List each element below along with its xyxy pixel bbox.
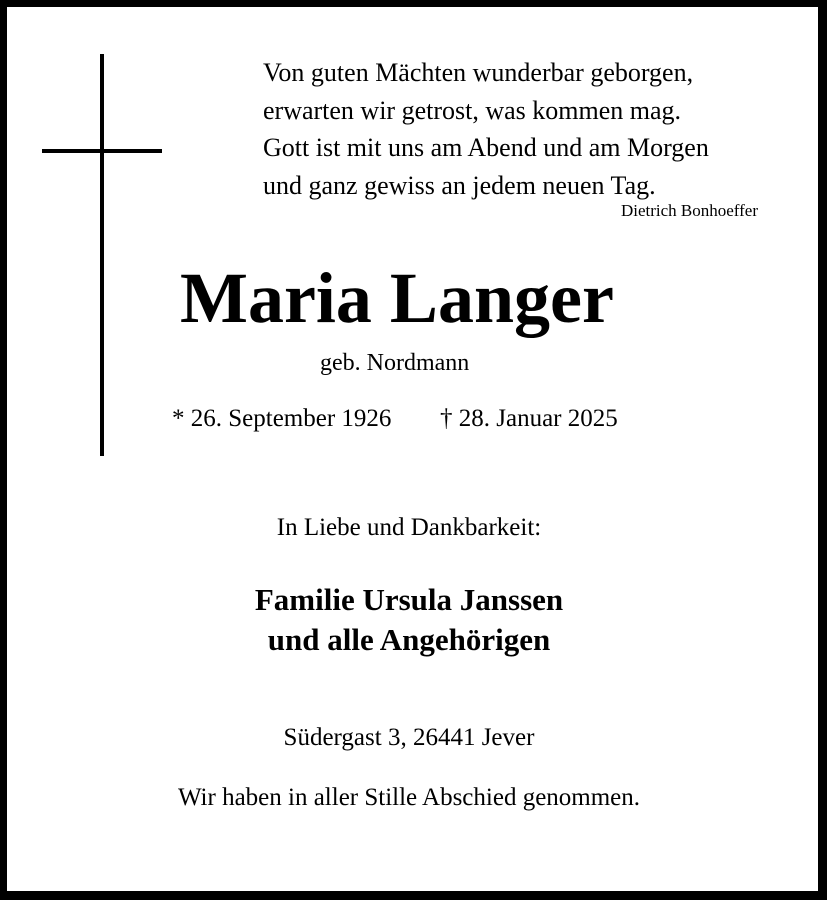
poem-quote (263, 54, 783, 204)
poem-author: Dietrich Bonhoeffer (620, 201, 758, 220)
poem-line: Gott ist mit uns am Abend und am Morgen (263, 133, 709, 162)
cross-icon (100, 54, 104, 456)
family-line: Familie Ursula Janssen (254, 582, 564, 617)
poem-line: erwarten wir getrost, was kommen mag. (263, 95, 682, 125)
address: Südergast 3, 26441 Jever (283, 724, 535, 751)
death-date: † 28. Januar 2025 (440, 405, 618, 432)
deceased-name: Maria Langer (180, 258, 614, 338)
mourners-names (0, 580, 818, 660)
poem-line: und ganz gewiss an jedem neuen Tag. (263, 170, 656, 200)
family-line: und alle Angehörigen (267, 622, 551, 657)
mourners-intro: In Liebe und Dankbarkeit: (276, 514, 542, 541)
maiden-name: geb. Nordmann (320, 350, 470, 376)
closing-note: Wir haben in aller Stille Abschied genommen. (177, 784, 641, 811)
cross-icon-crossbar (42, 149, 162, 153)
poem-line: Von guten Mächten wunderbar geborgen, (263, 58, 694, 87)
birth-date: * 26. September 1926 (172, 405, 392, 432)
